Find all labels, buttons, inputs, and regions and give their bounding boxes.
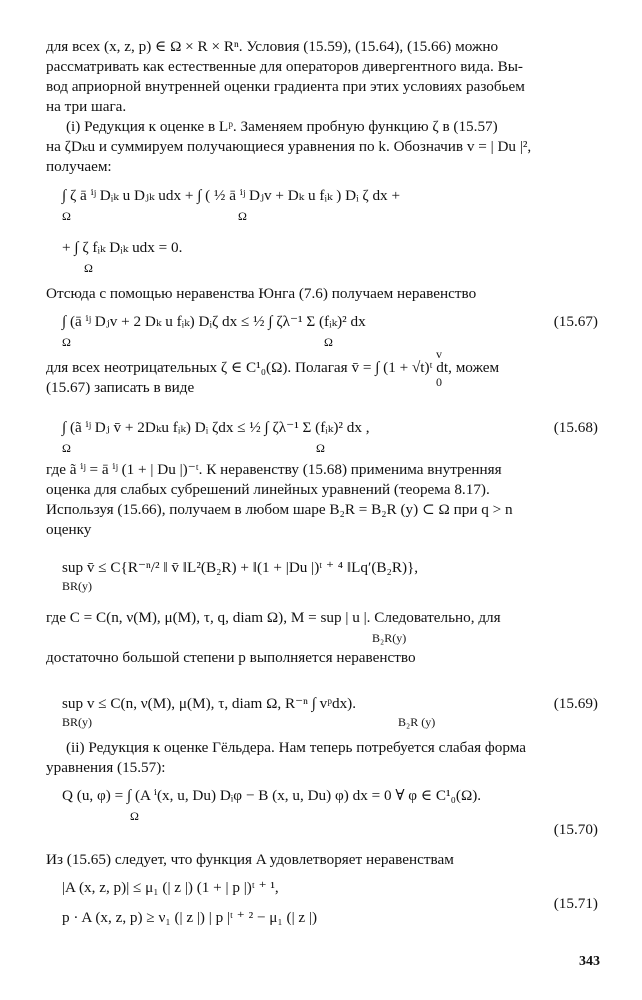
equation-sup-estimate [62,558,418,578]
integral-domain: Ω [238,209,247,223]
equation-number: (15.69) [553,695,598,712]
equation-identity-line1 [62,186,400,206]
integral-domain: Ω [324,335,333,349]
equation-identity-line2 [62,238,182,258]
equation-number: (15.71) [553,895,598,912]
equation-text: |A (x, z, p)| ≤ μ₁ (| z |) (1 + | p |)ᵗ ⁺ ¹, [62,879,279,896]
integral-domain: Ω [62,209,71,223]
integral-domain: Ω [130,809,139,823]
paragraph-step-two [46,738,598,778]
equation-number: (15.68) [553,419,598,436]
text-line: оценку [46,521,92,538]
equation-15-68 [62,418,370,438]
text-line: Отсюда с помощью неравенства Юнга (7.6) получаем неравенство [46,285,477,302]
integral-domain: Ω [62,335,71,349]
text-line: оценка для слабых субрешений линейных уравнений (теорема 8.17). [46,481,490,498]
paragraph-conditions [46,37,598,117]
equation-text: ∫ ζ ā ⁱʲ Dᵢₖ u Dⱼₖ udx + ∫ ( ½ ā ⁱʲ Dⱼv + Dₖ u fᵢₖ ) Dᵢ ζ dx + [62,187,401,204]
paragraph-large-power [46,648,598,668]
text-line: уравнения (15.57): [46,759,166,776]
paragraph-interior-estimate [46,460,598,540]
text-line: Используя (15.66), получаем в любом шаре B₂R = B₂R (y) ⊂ Ω при q > n [46,501,513,518]
paragraph-consequence [46,850,598,870]
equation-domain-label [62,206,71,226]
equation-text: sup v ≤ C(n, ν(M), μ(M), τ, diam Ω, R⁻ⁿ ∫ vᵖdx). [62,695,357,712]
text-line: (i) Редукция к оценке в Lᵖ. Заменяем пробную функцию ζ в (15.57) [66,118,498,135]
paragraph-young [46,284,598,304]
text-line: где C = C(n, ν(M), μ(M), τ, q, diam Ω), M = sup | u |. Следовательно, для [46,609,501,626]
text-line: Из (15.65) следует, что функция A удовлетворяет неравенствам [46,851,454,868]
text-line: (15.67) записать в виде [46,379,195,396]
text-line: где ã ⁱʲ = ā ⁱʲ (1 + | Du |)⁻ᵗ. К неравенству (15.68) применима внутренняя [46,461,502,478]
paragraph-step-one [46,117,598,177]
integral-domain: B₂R (y) [398,715,436,729]
equation-domain-label [62,332,71,352]
equation-number: (15.67) [553,313,598,330]
text-line: на ζDₖu и суммируем получающиеся уравнения по k. Обозначив v = | Du |², [46,138,532,155]
sup-domain-label [372,628,406,648]
equation-text: sup v̄ ≤ C{R⁻ⁿ/² ‖ v̄ ‖L²(B₂R) + ‖(1 + |Du |)ᵗ ⁺ ⁴ ‖Lq′(B₂R)}, [62,559,419,576]
limit-text: 0 [436,375,442,389]
integral-domain-label [398,712,435,732]
text-line: на три шага. [46,98,127,115]
text-line: для всех неотрицательных ζ ∈ C¹₀(Ω). Полагая v̄ = ∫ (1 + √t)ᵗ dt, можем [46,359,500,376]
text-line: достаточно большой степени p выполняется неравенство [46,649,416,666]
equation-15-71-line2 [62,908,317,928]
sup-domain-label [62,712,92,732]
limit-text: v [436,347,442,361]
equation-domain-label [62,438,71,458]
integral-lower-limit [436,372,442,392]
equation-15-71-line1 [62,878,279,898]
paragraph-substitution [46,358,598,398]
equation-text: ∫ (ã ⁱʲ Dⱼ v̄ + 2Dₖu fᵢₖ) Dᵢ ζdx ≤ ½ ∫ ζλ⁻¹ Σ (fᵢₖ)² dx , [62,419,370,436]
integral-domain: Ω [62,441,71,455]
integral-domain: Ω [84,261,93,275]
equation-text: + ∫ ζ fᵢₖ Dᵢₖ udx = 0. [62,239,183,256]
equation-domain-label [324,332,333,352]
equation-15-67 [62,312,366,332]
text-line: вод априорной внутренней оценки градиента при этих условиях разобьем [46,78,525,95]
text-line: (ii) Редукция к оценке Гёльдера. Нам теперь потребуется слабая форма [66,739,526,756]
equation-domain-label [238,206,247,226]
text-line: рассматривать как естественные для операторов дивергентного вида. Вы- [46,58,523,75]
text-line: для всех (x, z, p) ∈ Ω × R × Rⁿ. Условия (15.59), (15.64), (15.66) можно [46,38,499,55]
equation-text: Q (u, φ) = ∫ (A ⁱ(x, u, Du) Dᵢφ − B (x, u, Du) φ) dx = 0 ∀ φ ∈ C¹₀(Ω). [62,787,482,804]
sup-domain: B₂R(y) [372,631,407,645]
sup-domain: BR(y) [62,715,92,729]
equation-domain-label [316,438,325,458]
page-number: 343 [579,954,600,969]
text-line: получаем: [46,158,112,175]
equation-text: ∫ (ā ⁱʲ Dⱼv + 2 Dₖ u fᵢₖ) Dᵢζ dx ≤ ½ ∫ ζλ⁻¹ Σ (fᵢₖ)² dx [62,313,366,330]
equation-domain-label [130,806,139,826]
paragraph-constant [46,608,598,628]
sup-domain-label [62,576,92,596]
equation-number: (15.70) [553,821,598,838]
equation-15-69 [62,694,356,714]
equation-domain-label [84,258,93,278]
integral-domain: Ω [316,441,325,455]
equation-15-70 [62,786,481,806]
sup-domain: BR(y) [62,579,92,593]
equation-text: p · A (x, z, p) ≥ ν₁ (| z |) | p |ᵗ ⁺ ² − μ₁ (| z |) [62,909,318,926]
